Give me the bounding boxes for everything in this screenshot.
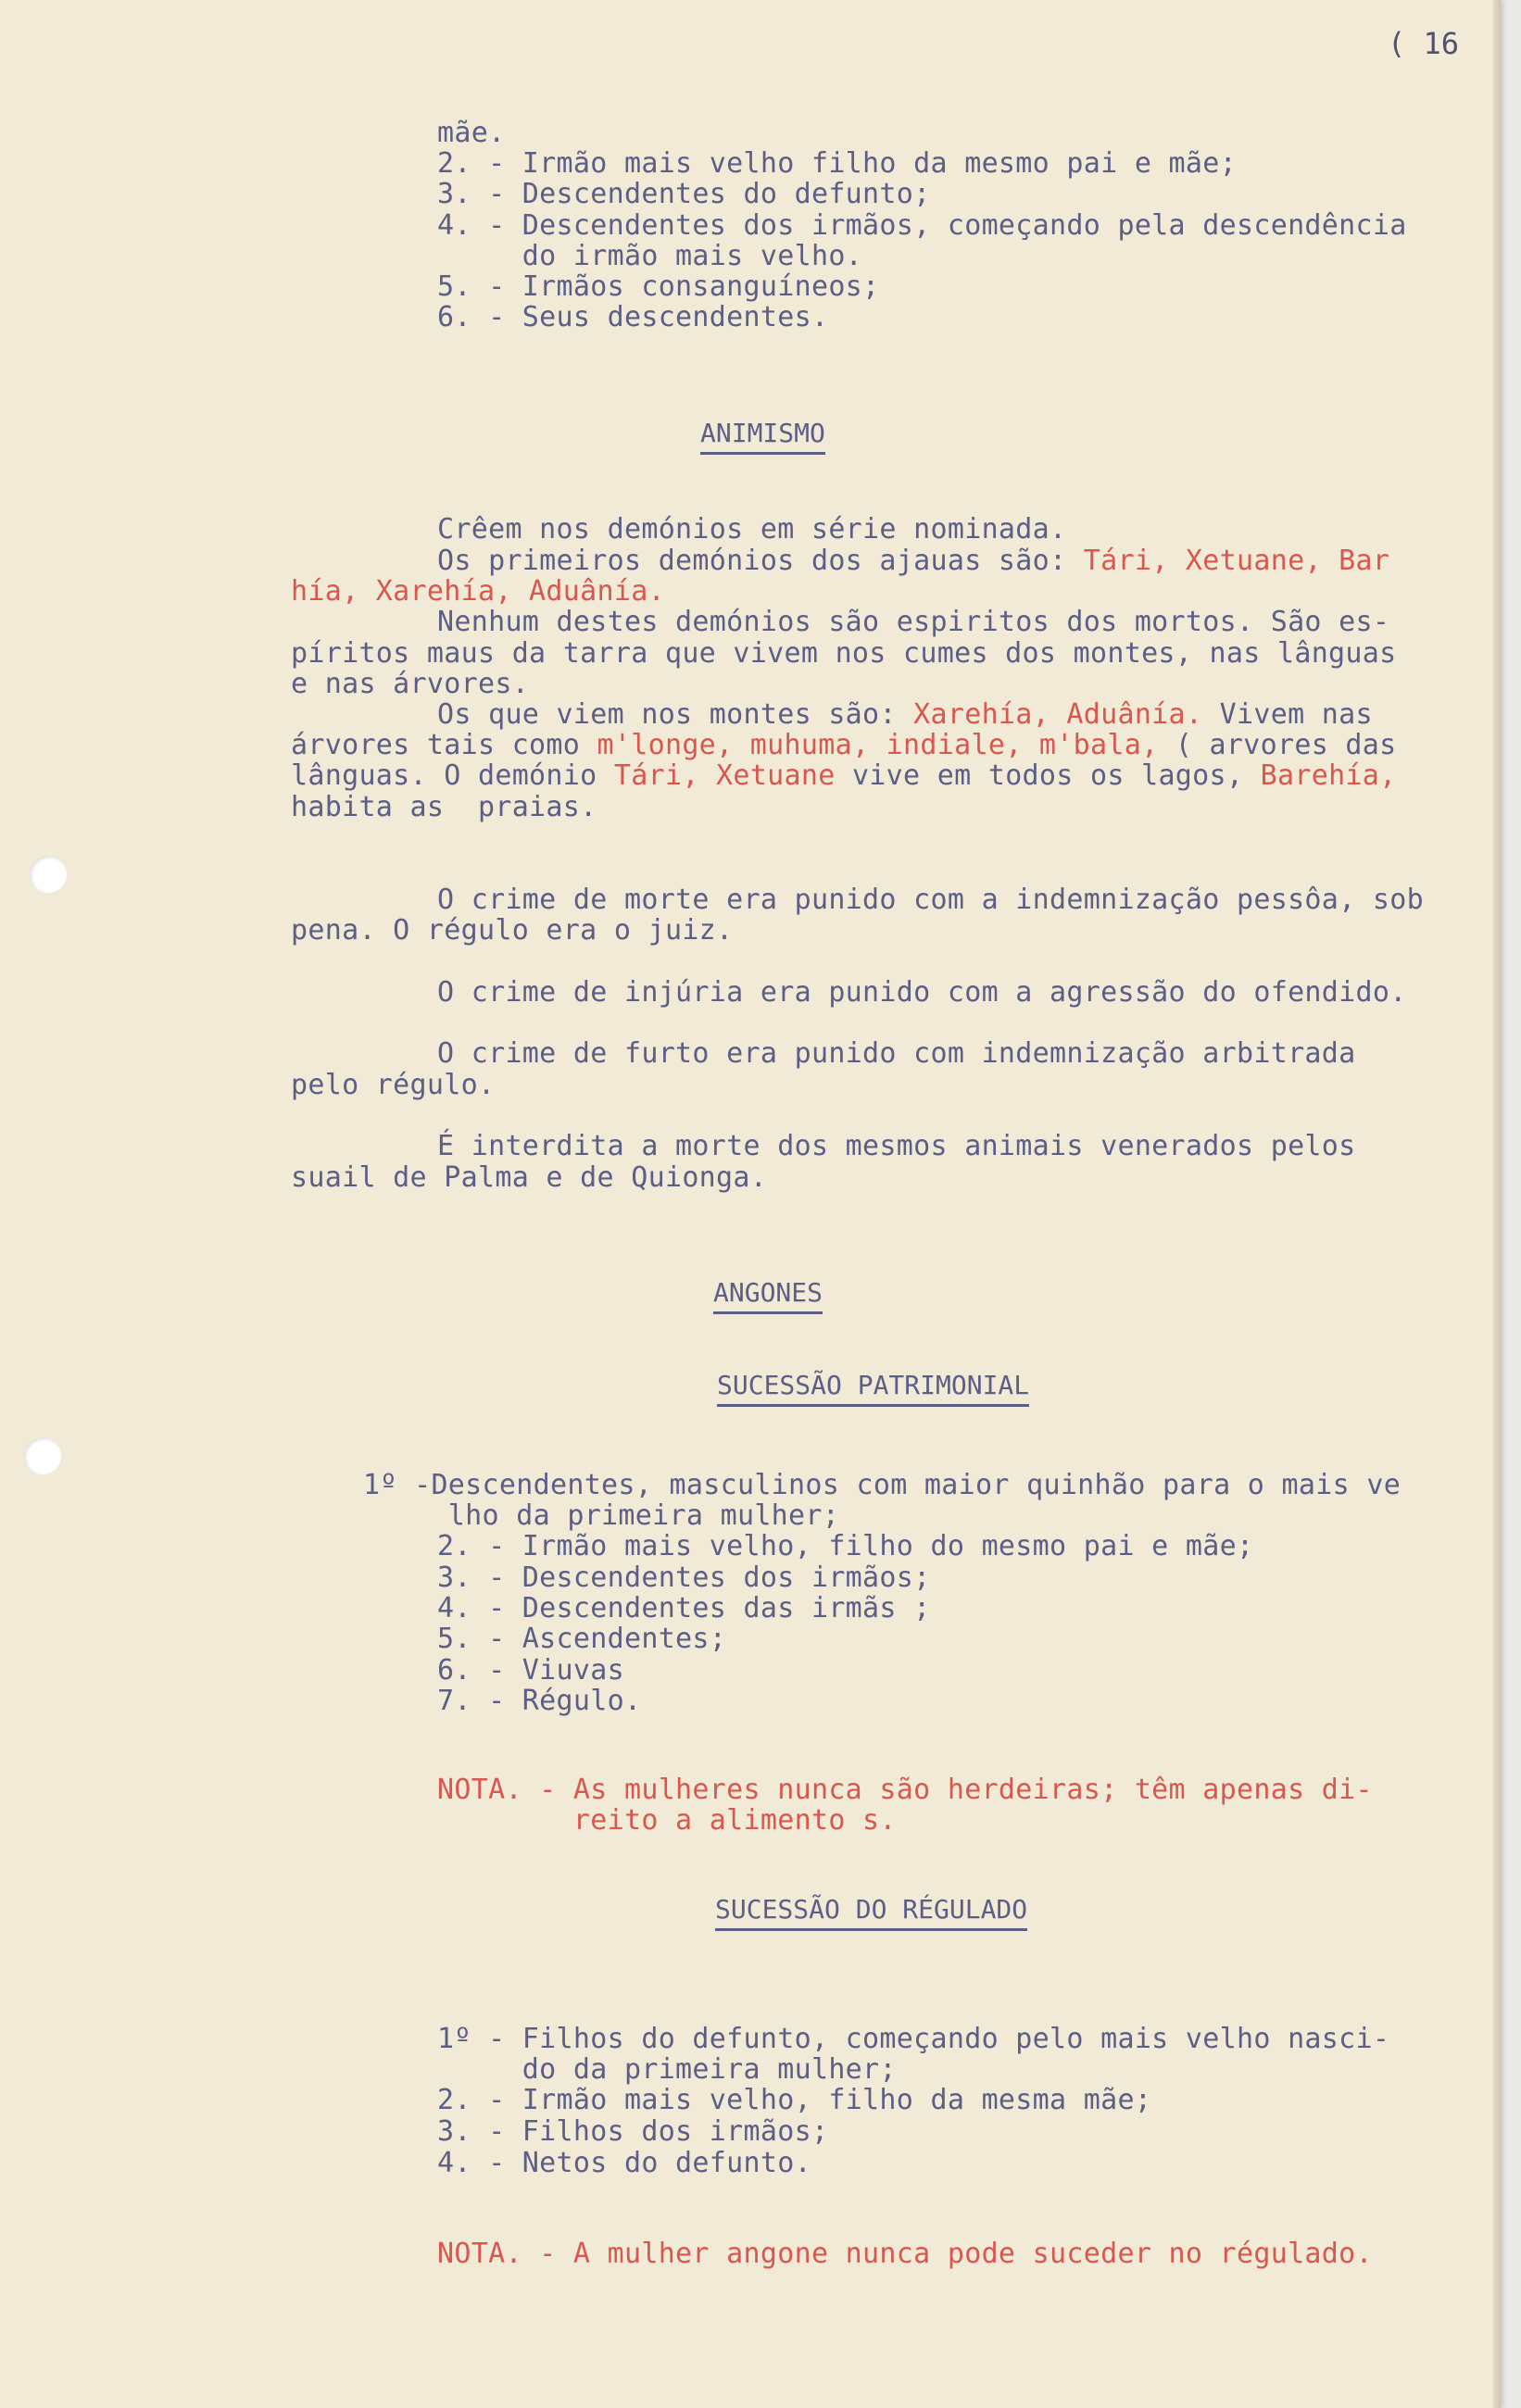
list-item: 3. - Descendentes dos irmãos; xyxy=(437,1561,931,1594)
list-item: 2. - Irmão mais velho, filho da mesma mãe; xyxy=(437,2084,1152,2116)
list-item: 4. - Descendentes dos irmãos, começando pela descendência xyxy=(437,209,1407,242)
paragraph-line: O crime de furto era punido com indemnização arbitrada xyxy=(437,1037,1356,1070)
paragraph-line xyxy=(291,731,1397,760)
list-item: 6. - Viuvas xyxy=(437,1654,624,1687)
demon-names: Xarehía, Aduânía. xyxy=(913,698,1203,731)
paragraph-line: habita as praias. xyxy=(291,791,597,823)
paragraph-line xyxy=(291,761,1397,791)
list-item: mãe. xyxy=(437,117,506,149)
punch-hole-upper xyxy=(30,856,67,893)
list-item: do irmão mais velho. xyxy=(437,240,863,272)
paragraph-text: Os primeiros demónios dos ajauas são: xyxy=(437,545,1084,577)
list-item: 5. - Ascendentes; xyxy=(437,1623,727,1655)
paragraph-line xyxy=(437,700,1373,730)
paragraph-text: Os que viem nos montes são: xyxy=(437,698,914,731)
list-item: 6. - Seus descendentes. xyxy=(437,301,829,333)
demon-names: Tári, Xetuane, Bar xyxy=(1083,545,1390,577)
list-item: 5. - Irmãos consanguíneos; xyxy=(437,270,880,303)
list-item: lho da primeira mulher; xyxy=(363,1499,840,1532)
list-item: 4. - Netos do defunto. xyxy=(437,2147,811,2179)
paragraph-line: pena. O régulo era o juiz. xyxy=(291,914,734,947)
paragraph-line: O crime de morte era punido com a indemnização pessôa, sob xyxy=(437,884,1424,916)
paragraph-line: Crêem nos demónios em série nominada. xyxy=(437,513,1067,546)
list-item: 1º -Descendentes, masculinos com maior quinhão para o mais ve xyxy=(363,1469,1402,1501)
paragraph-line: e nas árvores. xyxy=(291,668,530,700)
paragraph-line xyxy=(437,546,1389,576)
paragraph-text: vive em todos os lagos, xyxy=(835,759,1261,792)
list-item: 2. - Irmão mais velho, filho do mesmo pai e mãe; xyxy=(437,1530,1254,1562)
subheading-sucessao-regulado: SUCESSÃO DO RÉGULADO xyxy=(715,1895,1027,1931)
paragraph-line: O crime de injúria era punido com a agressão do ofendido. xyxy=(437,976,1407,1009)
section-heading-animismo: ANIMISMO xyxy=(700,419,825,455)
paragraph-text: Vivem nas xyxy=(1202,698,1373,731)
punch-hole-lower xyxy=(24,1437,61,1474)
note: NOTA. - A mulher angone nunca pode suceder no régulado. xyxy=(437,2238,1373,2270)
demon-names: Tári, Xetuane xyxy=(613,759,836,792)
list-item: 7. - Régulo. xyxy=(437,1685,642,1717)
list-item: 4. - Descendentes das irmãs ; xyxy=(437,1592,931,1624)
page-number: ( 16 xyxy=(1388,26,1460,61)
list-item: 1º - Filhos do defunto, começando pelo mais velho nasci- xyxy=(437,2023,1390,2055)
demon-names: hía, Xarehía, Aduânía. xyxy=(291,575,665,608)
list-item: 2. - Irmão mais velho filho da mesmo pai e mãe; xyxy=(437,147,1237,180)
page-edge xyxy=(1493,0,1501,2408)
section-heading-angones: ANGONES xyxy=(713,1278,823,1314)
paragraph-line: É interdita a morte dos mesmos animais venerados pelos xyxy=(437,1130,1356,1162)
subheading-sucessao-patrimonial: SUCESSÃO PATRIMONIAL xyxy=(717,1371,1029,1407)
paragraph-line xyxy=(291,577,665,607)
paragraph-line: píritos maus da tarra que vivem nos cumes dos montes, nas lânguas xyxy=(291,637,1397,670)
note: NOTA. - As mulheres nunca são herdeiras; têm apenas di- xyxy=(437,1774,1373,1806)
paragraph-line: Nenhum destes demónios são espiritos dos mortos. São es- xyxy=(437,606,1390,638)
paragraph-text: ( arvores das xyxy=(1158,729,1397,761)
tree-names: m'longe, muhuma, indiale, m'bala, xyxy=(597,729,1159,761)
paragraph-text: árvores tais como xyxy=(291,729,597,761)
list-item: do da primeira mulher; xyxy=(437,2053,897,2086)
demon-names: Barehía, xyxy=(1260,759,1397,792)
list-item: 3. - Descendentes do defunto; xyxy=(437,178,931,210)
paragraph-line: pelo régulo. xyxy=(291,1069,496,1101)
paragraph-text: lânguas. O demónio xyxy=(291,759,614,792)
note: reito a alimento s. xyxy=(437,1804,897,1837)
paragraph-line: suail de Palma e de Quionga. xyxy=(291,1161,768,1194)
list-item: 3. - Filhos dos irmãos; xyxy=(437,2115,829,2148)
